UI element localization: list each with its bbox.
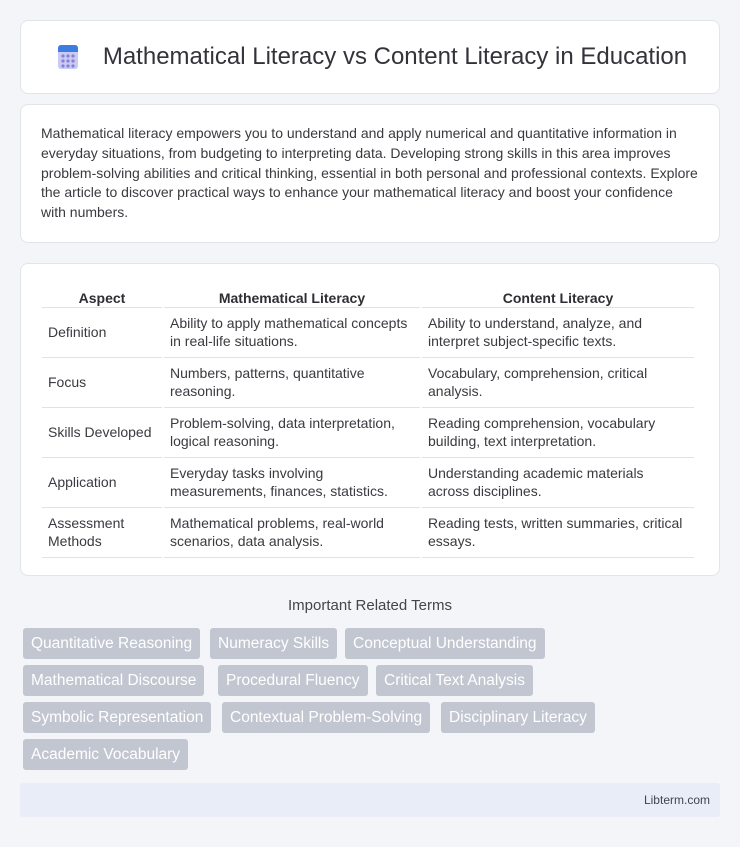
- page-title: Mathematical Literacy vs Content Literacy in Education: [102, 43, 688, 70]
- comparison-table: [40, 284, 696, 558]
- row-content-cell: Ability to understand, analyze, and interpret subject-specific texts.: [422, 308, 694, 358]
- row-aspect: Assessment Methods: [42, 508, 162, 558]
- term-tag-numeracy-skills[interactable]: Numeracy Skills: [210, 628, 337, 659]
- term-tag-symbolic-representation[interactable]: Symbolic Representation: [23, 702, 211, 733]
- header-card: [20, 20, 720, 94]
- column-header-content-literacy: Content Literacy: [422, 284, 694, 308]
- footer-brand-link[interactable]: Libterm.com: [643, 793, 710, 807]
- row-aspect: Application: [42, 458, 162, 508]
- column-header-mathematical-literacy: Mathematical Literacy: [164, 284, 420, 308]
- intro-card: [20, 104, 720, 243]
- row-math-cell: Numbers, patterns, quantitative reasoning.: [164, 358, 420, 408]
- row-aspect: Definition: [42, 308, 162, 358]
- term-tag-disciplinary-literacy[interactable]: Disciplinary Literacy: [441, 702, 595, 733]
- row-content-cell: Reading comprehension, vocabulary building, text interpretation.: [422, 408, 694, 458]
- table-header-row: [42, 284, 694, 308]
- table-row: [42, 408, 694, 458]
- row-content-cell: Reading tests, written summaries, critical essays.: [422, 508, 694, 558]
- row-content-cell: Vocabulary, comprehension, critical analysis.: [422, 358, 694, 408]
- table-row: [42, 508, 694, 558]
- row-content-cell: Understanding academic materials across disciplines.: [422, 458, 694, 508]
- term-tag-academic-vocabulary[interactable]: Academic Vocabulary: [23, 739, 188, 770]
- row-aspect: Focus: [42, 358, 162, 408]
- table-row: [42, 458, 694, 508]
- row-aspect: Skills Developed: [42, 408, 162, 458]
- term-tag-critical-text-analysis[interactable]: Critical Text Analysis: [376, 665, 533, 696]
- row-math-cell: Problem-solving, data interpretation, logical reasoning.: [164, 408, 420, 458]
- footer: [20, 783, 720, 817]
- row-math-cell: Ability to apply mathematical concepts in real-life situations.: [164, 308, 420, 358]
- term-tag-quantitative-reasoning[interactable]: Quantitative Reasoning: [23, 628, 200, 659]
- table-row: [42, 308, 694, 358]
- term-tag-conceptual-understanding[interactable]: Conceptual Understanding: [345, 628, 545, 659]
- intro-text: Mathematical literacy empowers you to understand and apply numerical and quantitative information in everyday situations, from budgeting to interpreting data. Developing strong skills in this area improves problem-solving abilities and critical thinking, essential in both personal and professional contexts. Explore the article to discover practical ways to enhance your mathematical literacy and boost your confidence with numbers.: [41, 125, 698, 221]
- row-math-cell: Everyday tasks involving measurements, finances, statistics.: [164, 458, 420, 508]
- row-math-cell: Mathematical problems, real-world scenarios, data analysis.: [164, 508, 420, 558]
- calculator-icon: [53, 42, 83, 72]
- term-tag-contextual-problem-solving[interactable]: Contextual Problem-Solving: [222, 702, 430, 733]
- related-terms-title: Important Related Terms: [288, 597, 452, 614]
- column-header-aspect: Aspect: [42, 284, 162, 308]
- table-row: [42, 358, 694, 408]
- term-tag-mathematical-discourse[interactable]: Mathematical Discourse: [23, 665, 204, 696]
- term-tag-procedural-fluency[interactable]: Procedural Fluency: [218, 665, 368, 696]
- comparison-card: [20, 263, 720, 576]
